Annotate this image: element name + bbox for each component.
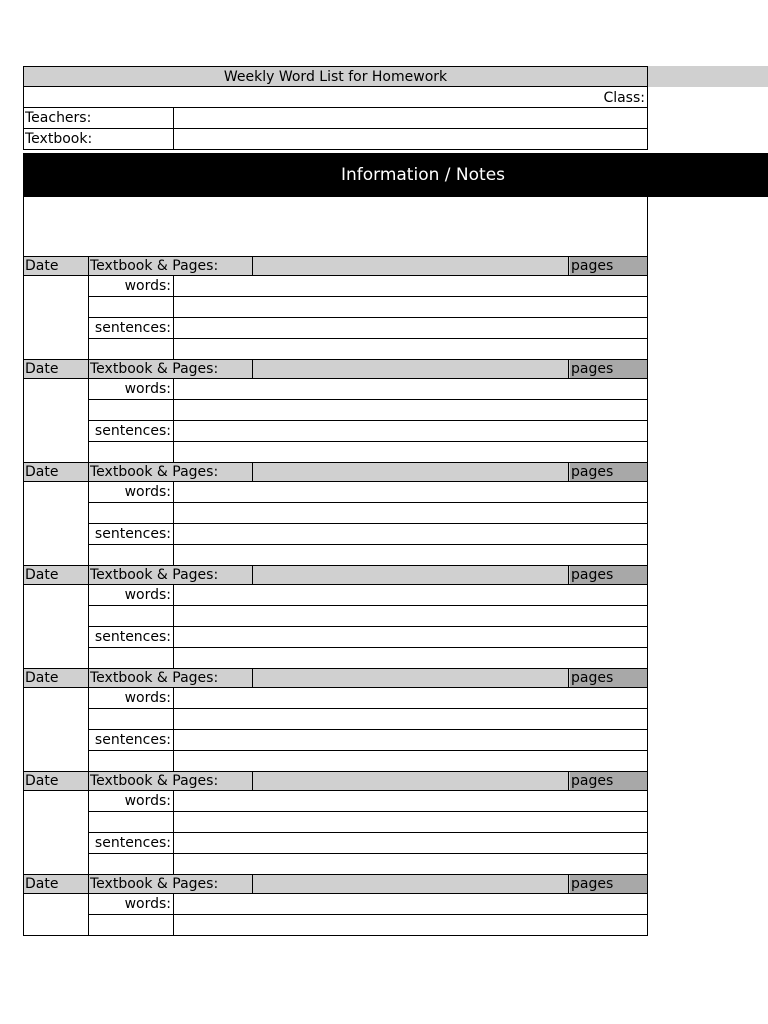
date-cell [24,524,89,545]
date-label: Date [25,875,89,893]
sentences-row [23,730,648,751]
textbook-label: Textbook: [25,129,174,149]
date-cell [24,894,89,915]
textbook-pages-value [254,669,569,687]
words-line [174,482,647,503]
blank-label [89,648,174,669]
date-cell [24,751,89,772]
date-cell [24,627,89,648]
words-label: words: [89,276,174,297]
sentences-line-row [23,339,648,360]
sentences-row [23,833,648,854]
entry-header-row [23,257,648,276]
sentences-label: sentences: [89,524,174,545]
words-line-row [23,400,648,421]
date-cell [24,339,89,360]
title-row [23,66,648,87]
words-line [174,276,647,297]
words-line-row [23,709,648,730]
notes-body [23,194,648,257]
date-cell [24,606,89,627]
sentences-line-row [23,545,648,566]
words-line [174,585,647,606]
class-row [23,87,648,108]
notes-title: Information / Notes [340,165,506,185]
words-line [174,894,647,915]
notes-header-spacer [23,150,648,194]
textbook-pages-value [254,875,569,893]
sentences-row [23,627,648,648]
date-cell [24,318,89,339]
words-line-row [23,297,648,318]
words-line-row [23,915,648,936]
blank-label [89,606,174,627]
sentences-line [174,442,647,463]
sentences-line-row [23,442,648,463]
textbook-pages-label: Textbook & Pages: [90,669,253,687]
words-label: words: [89,894,174,915]
words-line [174,915,647,936]
words-row [23,894,648,915]
homework-sheet [23,66,648,936]
textbook-pages-label: Textbook & Pages: [90,257,253,275]
sentences-label: sentences: [89,318,174,339]
date-label: Date [25,257,89,275]
words-line [174,379,647,400]
textbook-pages-value [254,566,569,584]
words-label: words: [89,585,174,606]
date-cell [24,791,89,812]
textbook-pages-label: Textbook & Pages: [90,360,253,378]
textbook-pages-value [254,772,569,790]
entry-header-row [23,360,648,379]
sentences-line [174,545,647,566]
date-cell [24,482,89,503]
words-row [23,276,648,297]
sentences-line [174,854,647,875]
words-line [174,812,647,833]
date-label: Date [25,566,89,584]
page-title: Weekly Word List for Homework [223,69,448,85]
textbook-row [23,129,648,150]
entry-header-row [23,463,648,482]
words-label: words: [89,379,174,400]
sentences-line [174,751,647,772]
date-cell [24,297,89,318]
words-line-row [23,503,648,524]
words-line [174,606,647,627]
sentences-line [174,627,647,648]
date-cell [24,545,89,566]
textbook-pages-label: Textbook & Pages: [90,566,253,584]
pages-label: pages [570,875,647,893]
sentences-line [174,730,647,751]
date-cell [24,442,89,463]
pages-label: pages [570,772,647,790]
words-line [174,503,647,524]
pages-label: pages [570,669,647,687]
sentences-line-row [23,854,648,875]
textbook-pages-value [254,257,569,275]
pages-label: pages [570,360,647,378]
pages-label: pages [570,257,647,275]
class-label: Class: [603,90,645,106]
words-row [23,482,648,503]
words-label: words: [89,688,174,709]
date-label: Date [25,463,89,481]
sentences-line [174,421,647,442]
sentences-line-row [23,648,648,669]
sentences-line-row [23,751,648,772]
teachers-label: Teachers: [25,108,174,128]
blank-label [89,709,174,730]
words-row [23,379,648,400]
blank-label [89,915,174,936]
date-cell [24,585,89,606]
sentences-row [23,524,648,545]
pages-label: pages [570,566,647,584]
textbook-pages-label: Textbook & Pages: [90,772,253,790]
words-line [174,400,647,421]
date-cell [24,421,89,442]
date-label: Date [25,772,89,790]
date-cell [24,688,89,709]
words-row [23,585,648,606]
blank-label [89,854,174,875]
sentences-line [174,833,647,854]
sentences-line [174,339,647,360]
date-cell [24,833,89,854]
sentences-label: sentences: [89,421,174,442]
blank-label [89,503,174,524]
date-cell [24,730,89,751]
date-cell [24,709,89,730]
sentences-label: sentences: [89,833,174,854]
textbook-pages-value [254,360,569,378]
entry-header-row [23,669,648,688]
date-cell [24,854,89,875]
entry-header-row [23,566,648,585]
date-cell [24,503,89,524]
blank-label [89,297,174,318]
date-cell [24,379,89,400]
entry-header-row [23,772,648,791]
pages-label: pages [570,463,647,481]
date-cell [24,812,89,833]
title-bar-extension [648,66,768,87]
date-cell [24,648,89,669]
words-line [174,709,647,730]
sentences-row [23,421,648,442]
words-line-row [23,812,648,833]
date-label: Date [25,360,89,378]
blank-label [89,400,174,421]
sentences-label: sentences: [89,627,174,648]
words-line [174,791,647,812]
date-label: Date [25,669,89,687]
words-row [23,791,648,812]
blank-label [89,442,174,463]
blank-label [89,812,174,833]
blank-label [89,339,174,360]
sentences-line [174,648,647,669]
sentences-row [23,318,648,339]
entries [23,257,648,936]
words-label: words: [89,791,174,812]
teachers-row [23,108,648,129]
entry-header-row [23,875,648,894]
date-cell [24,276,89,297]
words-line [174,297,647,318]
sentences-line [174,318,647,339]
textbook-pages-value [254,463,569,481]
blank-label [89,545,174,566]
words-label: words: [89,482,174,503]
words-row [23,688,648,709]
textbook-pages-label: Textbook & Pages: [90,463,253,481]
sentences-label: sentences: [89,730,174,751]
date-cell [24,915,89,936]
words-line [174,688,647,709]
blank-label [89,751,174,772]
words-line-row [23,606,648,627]
sentences-line [174,524,647,545]
date-cell [24,400,89,421]
textbook-pages-label: Textbook & Pages: [90,875,253,893]
